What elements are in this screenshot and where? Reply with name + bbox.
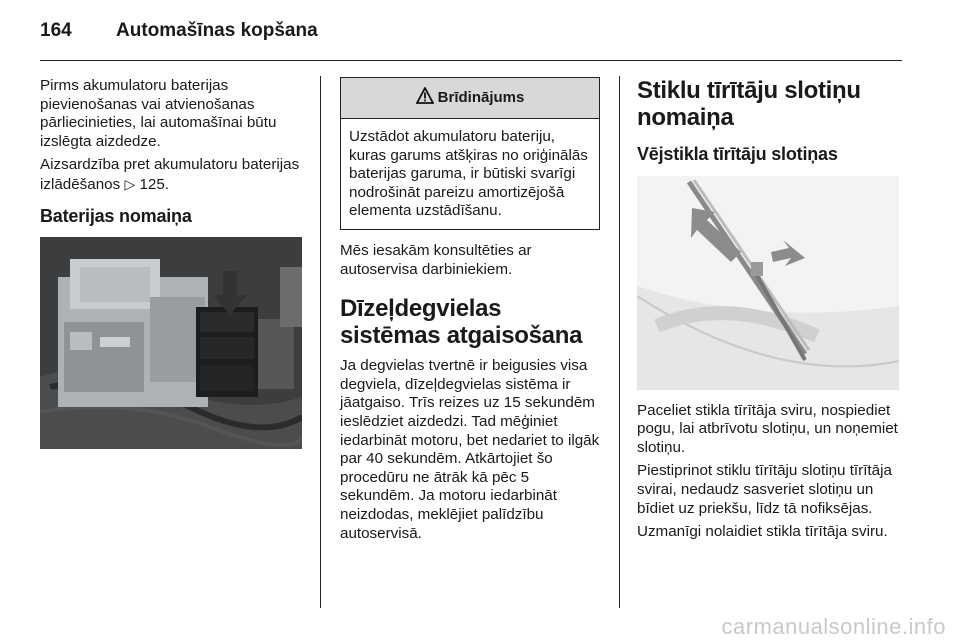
warning-title: Brīdinājums bbox=[437, 88, 525, 106]
page-header bbox=[40, 20, 318, 42]
column-3 bbox=[637, 77, 903, 547]
diesel-bleeding-heading: Dīzeļdegvielas sistēmas atgaisošana bbox=[340, 295, 583, 350]
remove-blade-paragraph: Paceliet stikla tīrītāja sviru, nospiediet pogu, lai atbrīvotu slotiņu, un noņemiet slotiņu. bbox=[637, 401, 898, 456]
warning-box bbox=[340, 77, 600, 230]
battery-replacement-heading: Baterijas nomaiņa bbox=[40, 205, 192, 226]
column-1 bbox=[40, 77, 306, 449]
column-divider-1 bbox=[320, 76, 321, 608]
page-number: 164 bbox=[40, 20, 72, 41]
diesel-bleeding-paragraph: Ja degvielas tvertnē ir beigusies visa degviela, dīzeļdegvielas sistēma ir jāatgaiso. Trīs reizes uz 15 sekundēm ieslēdziet aizdedzi. Tad mēģiniet iedarbināt motoru, bet nedariet to ilgāk par 40 sekundēm. Atkārtojiet šo procedūru ne ātrāk kā pēc 5 sekundēm. Ja motoru iedarbināt neizdodas, meklējiet palīdzību autoservisā. bbox=[340, 357, 600, 542]
lower-arm-paragraph: Uzmanīgi nolaidiet stikla tīrītāja sviru. bbox=[637, 523, 888, 541]
warning-text: Uzstādot akumulatoru bateriju, kuras garums atšķiras no oriģinālās baterijas garuma, ir būtiski svarīgi nodrošināt pareizu amortizējošā elementa uzstādīšanu. bbox=[349, 128, 588, 220]
windscreen-wiper-subheading: Vējstikla tīrītāju slotiņas bbox=[637, 144, 838, 164]
header-rule bbox=[40, 60, 902, 61]
warning-triangle-icon bbox=[416, 87, 434, 110]
column-divider-2 bbox=[619, 76, 620, 608]
consult-paragraph: Mēs iesakām konsultēties ar autoservisa darbiniekiem. bbox=[340, 241, 532, 278]
battery-photo bbox=[40, 237, 302, 449]
wiper-illustration bbox=[637, 176, 899, 390]
page-title: Automašīnas kopšana bbox=[116, 20, 318, 41]
wiper-replacement-heading: Stiklu tīrītāju slotiņu nomaiņa bbox=[637, 77, 861, 131]
warning-header bbox=[341, 78, 599, 119]
attach-blade-paragraph: Piestiprinot stiklu tīrītāju slotiņu tīrītāja svirai, nedaudz sasveriet slotiņu un bīdiet uz priekšu, līdz tā nofiksējas. bbox=[637, 462, 892, 517]
battery-connect-paragraph: Pirms akumulatoru baterijas pievienošanas vai atvienošanas pārliecinieties, lai automašīnai būtu izslēgta aizdedze. bbox=[40, 77, 277, 150]
column-2 bbox=[340, 77, 602, 548]
reference-arrow-icon: ▷ bbox=[124, 175, 136, 192]
watermark: carmanualsonline.info bbox=[721, 614, 946, 639]
discharge-protection-paragraph: Aizsardzība pret akumulatoru baterijas izlādēšanos ▷ 125. bbox=[40, 156, 300, 193]
